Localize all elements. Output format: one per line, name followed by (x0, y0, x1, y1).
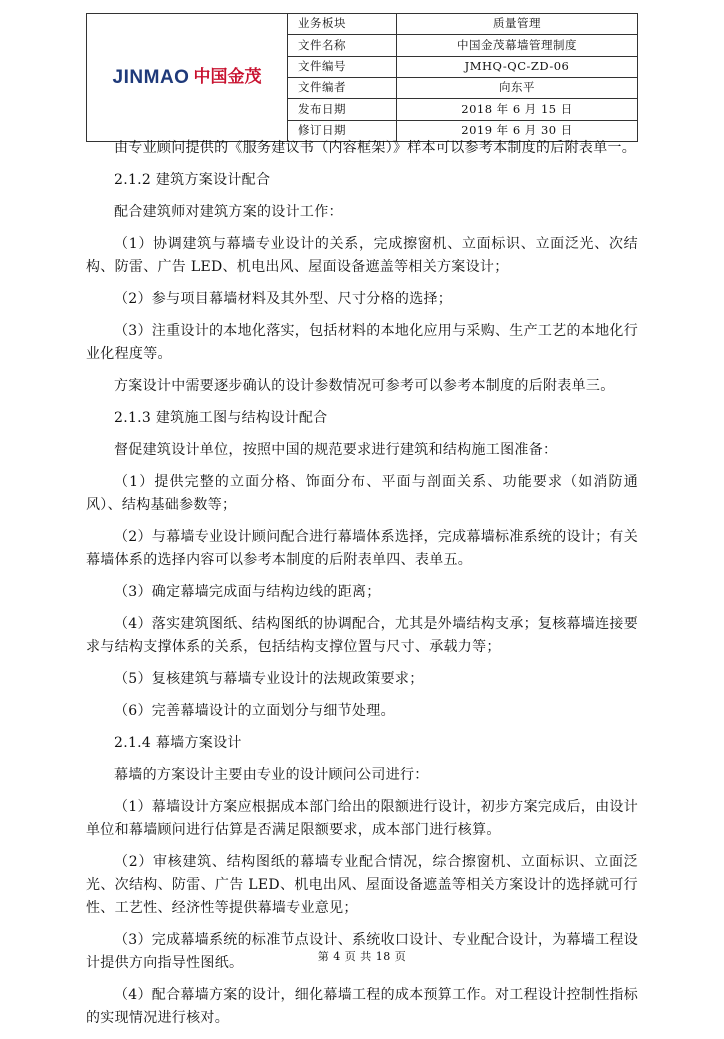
header-value-revision-date: 2019 年 6 月 30 日 (397, 120, 638, 141)
body-paragraph: 由专业顾问提供的《服务建议书（内容框架）》样本可以参考本制度的后附表单一。 (114, 140, 637, 156)
body-paragraph: （3）完成幕墙系统的标准节点设计、系统收口设计、专业配合设计，为幕墙工程设计提供方向指导性图纸。 (86, 932, 639, 971)
document-header-table (86, 13, 638, 142)
section-heading: 2.1.3 建筑施工图与结构设计配合 (114, 410, 328, 426)
header-value-fileno: JMHQ-QC-ZD-06 (397, 56, 638, 77)
header-label-fileno: 文件编号 (288, 56, 397, 77)
body-paragraph: 方案设计中需要逐步确认的设计参数情况可参考可以参考本制度的后附表单三。 (114, 378, 615, 394)
body-paragraph: （5）复核建筑与幕墙专业设计的法规政策要求； (114, 671, 424, 687)
logo-cell (87, 14, 288, 142)
body-paragraph: （6）完善幕墙设计的立面划分与细节处理。 (114, 703, 395, 719)
body-paragraph: （1）提供完整的立面分格、饰面分布、平面与剖面关系、功能要求（如消防通风）、结构基础参数等； (86, 474, 638, 513)
page-footer: 第 4 页 共 18 页 (317, 950, 407, 963)
body-paragraph: 督促建筑设计单位，按照中国的规范要求进行建筑和结构施工图准备： (114, 442, 558, 458)
header-value-business: 质量管理 (397, 14, 638, 35)
body-paragraph: （3）注重设计的本地化落实，包括材料的本地化应用与采购、生产工艺的本地化行业化程度等。 (86, 323, 639, 362)
body-paragraph: （2）参与项目幕墙材料及其外型、尺寸分格的选择； (114, 291, 453, 307)
section-heading: 2.1.4 幕墙方案设计 (114, 735, 242, 751)
body-paragraph: （4）配合幕墙方案的设计，细化幕墙工程的成本预算工作。对工程设计控制性指标的实现情况进行核对。 (86, 987, 639, 1026)
header-label-business: 业务板块 (288, 14, 397, 35)
header-value-editor: 向东平 (397, 77, 638, 98)
body-paragraph: 幕墙的方案设计主要由专业的设计顾问公司进行： (114, 767, 429, 783)
header-value-publish-date: 2018 年 6 月 15 日 (397, 99, 638, 120)
body-paragraph: （2）审核建筑、结构图纸的幕墙专业配合情况，综合擦窗机、立面标识、立面泛光、次结构、防雷、广告 LED、机电出风、屋面设备遮盖等相关方案设计的选择就可行性、工艺性、经济性等提供幕墙专业意见； (86, 854, 638, 916)
header-label-revision-date: 修订日期 (288, 120, 397, 141)
document-body (86, 137, 638, 1039)
header-label-editor: 文件编者 (288, 77, 397, 98)
body-paragraph: （1）协调建筑与幕墙专业设计的关系，完成擦窗机、立面标识、立面泛光、次结构、防雷、广告 LED、机电出风、屋面设备遮盖等相关方案设计； (86, 236, 638, 275)
header-label-publish-date: 发布日期 (288, 99, 397, 120)
company-logo (87, 68, 287, 87)
logo-chinese-text: 中国金茂 (193, 67, 262, 87)
section-heading: 2.1.2 建筑方案设计配合 (114, 172, 271, 188)
body-paragraph: （2）与幕墙专业设计顾问配合进行幕墙体系选择，完成幕墙标准系统的设计；有关幕墙体系的选择内容可以参考本制度的后附表单四、表单五。 (86, 529, 639, 568)
logo-latin-text: JINMAO (112, 67, 190, 88)
body-paragraph: 配合建筑师对建筑方案的设计工作： (114, 204, 343, 220)
body-paragraph: （1）幕墙设计方案应根据成本部门给出的限额进行设计，初步方案完成后，由设计单位和幕墙顾问进行估算是否满足限额要求，成本部门进行核算。 (86, 799, 639, 838)
body-paragraph: （3）确定幕墙完成面与结构边线的距离； (114, 584, 381, 600)
header-label-filename: 文件名称 (288, 35, 397, 56)
body-paragraph: （4）落实建筑图纸、结构图纸的协调配合，尤其是外墙结构支承；复核幕墙连接要求与结构支撑体系的关系，包括结构支撑位置与尺寸、承载力等； (86, 616, 639, 655)
header-value-filename: 中国金茂幕墙管理制度 (397, 35, 638, 56)
